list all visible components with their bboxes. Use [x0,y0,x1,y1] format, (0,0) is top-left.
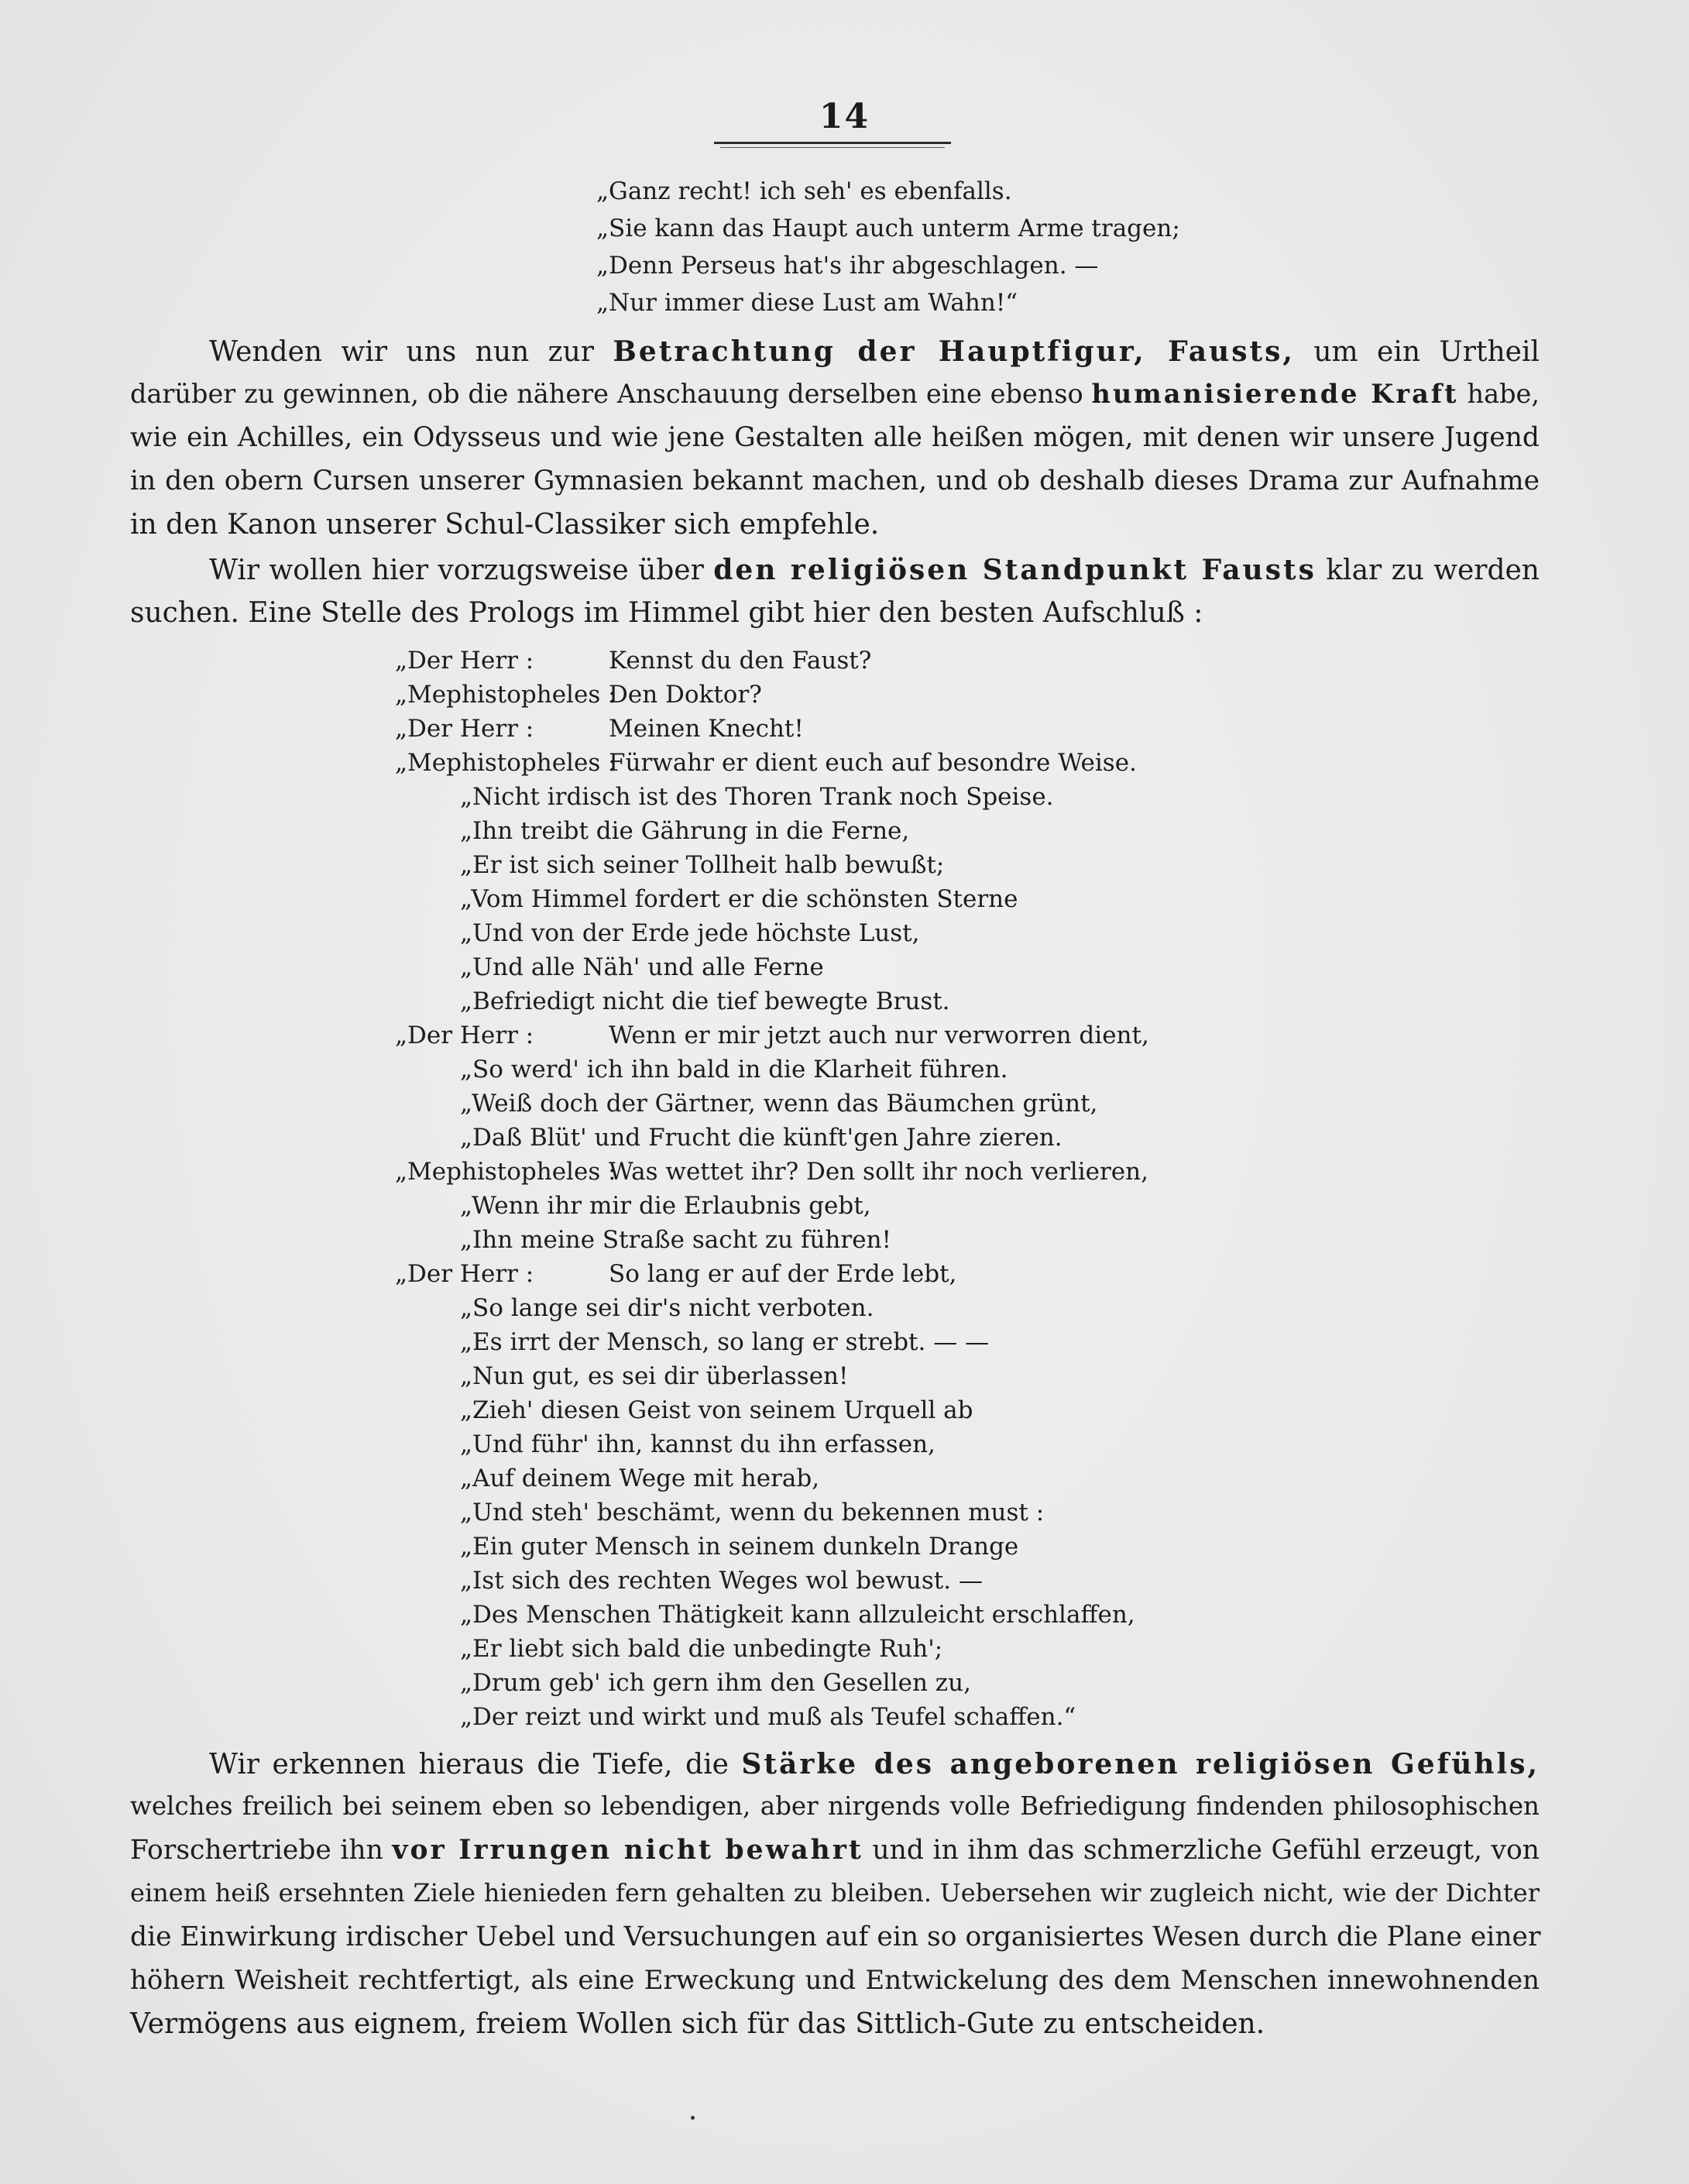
dialogue-line: „Ist sich des rechten Weges wol bewust. — [460,1567,983,1595]
dialogue-line: „Er liebt sich bald die unbedingte Ruh'; [460,1635,943,1663]
dialogue-line: „Daß Blüt' und Frucht die künft'gen Jahre zieren. [460,1124,1062,1152]
text-run: und in ihm das schmerzliche Gefühl erzeugt, von [863,1835,1540,1866]
dialogue-line: „Ihn treibt die Gährung in die Ferne, [460,817,910,845]
emphasis: humanisierende Kraft [1091,379,1459,409]
dialogue-line: „Nun gut, es sei dir überlassen! [460,1362,849,1390]
dialogue-line: „Und führ' ihn, kannst du ihn erfassen, [460,1430,935,1458]
text-run: darüber zu gewinnen, ob die nähere Anschauung derselben eine ebenso [130,379,1092,409]
dialogue-line: „Vom Himmel fordert er die schönsten Sterne [460,885,1018,913]
dialogue-line: „Ihn meine Straße sacht zu führen! [460,1226,891,1254]
text-run: in den Kanon unserer Schul-Classiker sich empfehle. [130,509,880,541]
dialogue-line: „Ein guter Mensch in seinem dunkeln Drange [460,1533,1019,1561]
paragraph-line [130,1878,1540,1908]
emphasis: den religiösen Standpunkt Fausts [713,554,1317,586]
paragraph-line [130,424,1540,452]
dialogue-line: „Nicht irdisch ist des Thoren Trank noch Speise. [460,783,1054,811]
dialogue-line: „Es irrt der Mensch, so lang er strebt. — — [460,1328,990,1356]
dialogue-line: „Und alle Näh' und alle Ferne [460,953,824,981]
paragraph-line [130,511,1540,539]
dialogue-speaker: „Der Herr : [395,1022,534,1049]
paragraph-line [130,2008,1540,2040]
dialogue-speaker: „Der Herr : [395,1260,534,1288]
dialogue-line: Kennst du den Faust? [609,647,872,675]
dialogue-line: „Zieh' diesen Geist von seinem Urquell ab [460,1396,973,1424]
emphasis: Betrachtung der Hauptfigur, Fausts, [613,335,1295,368]
verse-line: „Nur immer diese Lust am Wahn!“ [596,289,1018,317]
verse-line: „Denn Perseus hat's ihr abgeschlagen. — [596,252,1099,280]
dialogue-speaker: „Der Herr : [395,715,534,743]
emphasis: Stärke des angeborenen religiösen Gefühls, [741,1748,1540,1781]
paragraph-line [130,381,1540,407]
text-run: Wir wollen hier vorzugsweise über [209,555,714,586]
text-run: um ein Urtheil [1294,336,1540,368]
dialogue-line: „Drum geb' ich gern ihm den Gesellen zu, [460,1669,971,1697]
text-run: wie ein Achilles, ein Odysseus und wie jene Gestalten alle heißen mögen, mit denen wir unsere Jugend [130,422,1540,453]
text-run: habe, [1458,379,1540,409]
dialogue-speaker: „Mephistopheles : [395,749,616,777]
dialogue-line: „Und von der Erde jede höchste Lust, [460,919,920,947]
dialogue-speaker: „Mephistopheles : [395,1158,616,1186]
print-speck [691,2116,695,2120]
dialogue-line: Was wettet ihr? Den sollt ihr noch verlieren, [609,1158,1148,1186]
dialogue-line: „Wenn ihr mir die Erlaubnis gebt, [460,1192,871,1220]
paragraph-line [130,1965,1540,1996]
emphasis: vor Irrungen nicht bewahrt [392,1835,863,1866]
dialogue-line: „So lange sei dir's nicht verboten. [460,1294,874,1322]
text-run: welches freilich bei seinem eben so lebendigen, aber nirgends volle Befriedigung findenden philosophischen [130,1791,1540,1821]
paragraph-line [209,1750,1540,1779]
paragraph-line [130,1921,1541,1952]
dialogue-line: „Des Menschen Thätigkeit kann allzuleicht erschlaffen, [460,1601,1135,1629]
dialogue-line: „Befriedigt nicht die tief bewegte Brust. [460,987,950,1015]
header-rule-thin [720,147,945,148]
dialogue-line: Wenn er mir jetzt auch nur verworren dient, [609,1022,1149,1049]
text-run: klar zu werden [1316,555,1540,586]
dialogue-line: „Er ist sich seiner Tollheit halb bewußt; [460,851,945,879]
dialogue-line: „Weiß doch der Gärtner, wenn das Bäumchen grünt, [460,1090,1098,1118]
text-run: Vermögens aus eignem, freiem Wollen sich für das Sittlich-Gute zu entscheiden. [130,2008,1265,2040]
dialogue-line: „Auf deinem Wege mit herab, [460,1465,820,1492]
page-number: 14 [819,97,870,136]
dialogue-line: Fürwahr er dient euch auf besondre Weise. [609,749,1137,777]
paragraph-line [130,465,1540,496]
paragraph-line [130,1791,1540,1821]
dialogue-line: „Und steh' beschämt, wenn du bekennen must : [460,1499,1045,1526]
dialogue-line: „Der reizt und wirkt und muß als Teufel schaffen.“ [460,1703,1076,1731]
text-run: suchen. Eine Stelle des Prologs im Himmel gibt hier den besten Aufschluß : [130,597,1203,629]
dialogue-line: „So werd' ich ihn bald in die Klarheit führen. [460,1056,1008,1083]
dialogue-line: Den Doktor? [609,681,762,709]
text-run: Wenden wir uns nun zur [209,336,613,368]
text-run: in den obern Cursen unserer Gymnasien bekannt machen, und ob deshalb dieses Drama zur Aufnahme [130,465,1540,496]
text-run: einem heiß ersehnten Ziele hienieden fern gehalten zu bleiben. Uebersehen wir zugleich nicht, wie der Dichter [130,1878,1540,1908]
verse-line: „Ganz recht! ich seh' es ebenfalls. [596,177,1012,205]
dialogue-line: Meinen Knecht! [609,715,804,743]
paragraph-line [209,556,1540,585]
text-run: höhern Weisheit rechtfertigt, als eine Erweckung und Entwickelung des dem Menschen innewohnenden [130,1965,1540,1996]
paragraph-line [130,599,1540,627]
header-rule [714,142,951,144]
paragraph-line [130,1837,1540,1864]
text-run: Wir erkennen hieraus die Tiefe, die [209,1749,742,1781]
text-run: die Einwirkung irdischer Uebel und Versuchungen auf ein so organisiertes Wesen durch die Plane einer [130,1921,1541,1952]
dialogue-speaker: „Der Herr : [395,647,534,675]
verse-line: „Sie kann das Haupt auch unterm Arme tragen; [596,215,1180,242]
dialogue-line: So lang er auf der Erde lebt, [609,1260,957,1288]
text-run: Forschertriebe ihn [130,1835,393,1866]
paragraph-line [209,335,1540,368]
dialogue-speaker: „Mephistopheles : [395,681,616,709]
